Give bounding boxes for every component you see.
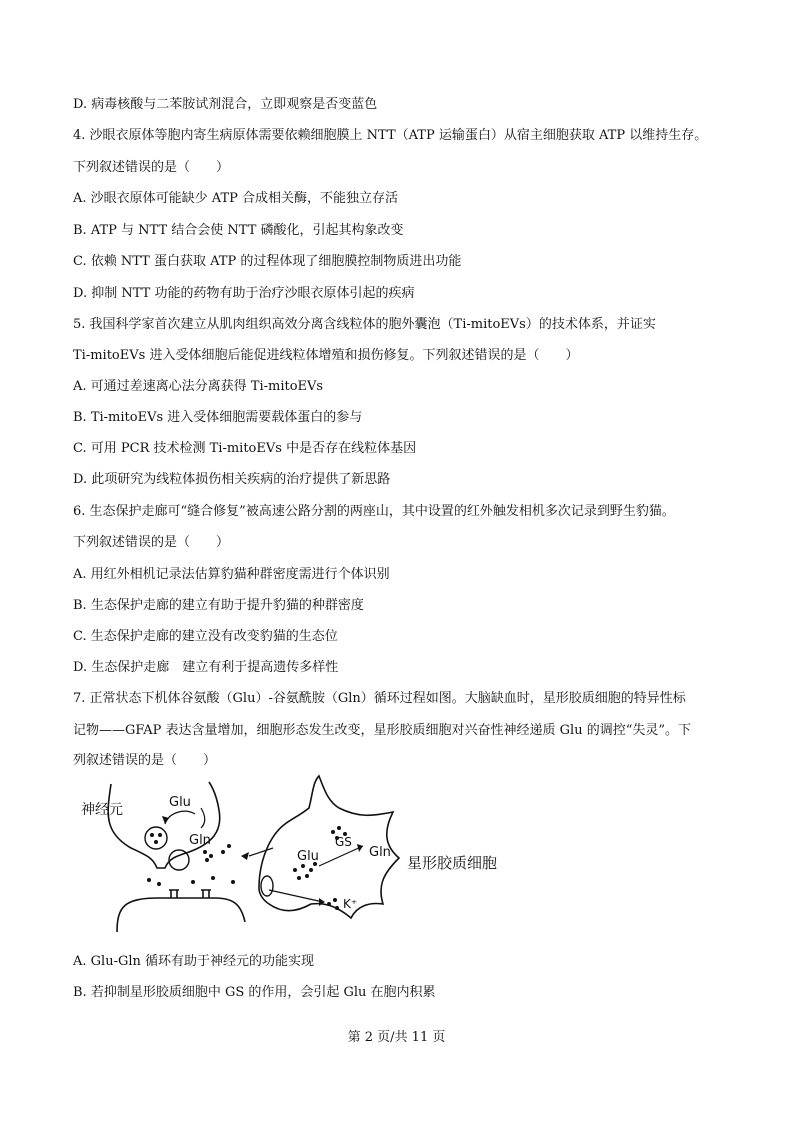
text-line: 列叙述错误的是（ ） — [73, 753, 217, 768]
arrow-icon — [165, 811, 195, 824]
fusing-vesicle-icon — [169, 850, 189, 870]
page-number: 第 2 页/共 11 页 — [347, 1030, 446, 1045]
text-line: 6. 生态保护走廊可“缝合修复”被高速公路分割的两座山，其中设置的红外触发相机多次记录到野生豹猫。 — [73, 504, 675, 519]
gs-arrow-icon — [319, 846, 363, 866]
receptor-icon — [201, 890, 211, 898]
transporter-icon — [261, 876, 273, 896]
text-line: 4. 沙眼衣原体等胞内寄生病原体需要依赖细胞膜上 NTT（ATP 运输蛋白）从宿主细胞获取 ATP 以维持生存。 — [73, 128, 708, 143]
text-line: 记物——GFAP 表达含量增加，细胞形态发生改变，星形胶质细胞对兴奋性神经递质 Glu 的调控“失灵”。下 — [73, 723, 692, 738]
gs-label: GS — [335, 835, 352, 849]
potassium-label: K⁺ — [343, 897, 358, 911]
text-line: C. 可用 PCR 技术检测 Ti-mitoEVs 中是否存在线粒体基因 — [73, 441, 417, 456]
glu-gln-cycle-diagram — [73, 772, 533, 932]
text-line: B. 若抑制星形胶质细胞中 GS 的作用，会引起 Glu 在胞内积累 — [73, 985, 436, 1000]
text-line: 5. 我国科学家首次建立从肌肉组织高效分离含线粒体的胞外囊泡（Ti-mitoEVs）的技术体系，并证实 — [73, 317, 656, 332]
text-line: Ti-mitoEVs 进入受体细胞后能促进线粒体增殖和损伤修复。下列叙述错误的是（ ） — [73, 348, 579, 363]
text-line: B. Ti-mitoEVs 进入受体细胞需要载体蛋白的参与 — [73, 410, 363, 425]
text-line: A. Glu-Gln 循环有助于神经元的功能实现 — [73, 954, 315, 969]
text-line: B. ATP 与 NTT 结合会使 NTT 磷酸化，引起其构象改变 — [73, 223, 404, 238]
text-line: B. 生态保护走廊的建立有助于提升豹猫的种群密度 — [73, 598, 364, 613]
text-line: A. 用红外相机记录法估算豹猫种群密度需进行个体识别 — [73, 567, 390, 582]
text-line: 7. 正常状态下机体谷氨酸（Glu）-谷氨酰胺（Gln）循环过程如图。大脑缺血时，星形胶质细胞的特异性标 — [73, 691, 686, 706]
text-line: 下列叙述错误的是（ ） — [73, 535, 230, 550]
gln-label: Gln — [189, 833, 211, 848]
receptor-icon — [169, 890, 179, 898]
text-line: C. 依赖 NTT 蛋白获取 ATP 的过程体现了细胞膜控制物质进出功能 — [73, 254, 462, 269]
neuron-label: 神经元 — [81, 802, 123, 818]
text-line: D. 生态保护走廊 建立有利于提高遗传多样性 — [73, 660, 339, 675]
text-line: A. 可通过差速离心法分离获得 Ti-mitoEVs — [73, 379, 324, 394]
text-line: D. 病毒核酸与二苯胺试剂混合，立即观察是否变蓝色 — [73, 97, 378, 112]
text-line: C. 生态保护走廊的建立没有改变豹猫的生态位 — [73, 629, 338, 644]
text-line: D. 此项研究为线粒体损伤相关疾病的治疗提供了新思路 — [73, 472, 391, 487]
text-line: A. 沙眼衣原体可能缺少 ATP 合成相关酶，不能独立存活 — [73, 191, 399, 206]
vesicle-icon — [145, 827, 167, 849]
text-line: 下列叙述错误的是（ ） — [73, 160, 230, 175]
astrocyte-label: 星形胶质细胞 — [407, 854, 498, 872]
gln-label: Gln — [369, 845, 391, 860]
text-line: D. 抑制 NTT 功能的药物有助于治疗沙眼衣原体引起的疾病 — [73, 286, 415, 301]
glu-label: Glu — [297, 849, 319, 864]
glu-label: Glu — [169, 795, 191, 810]
postsynaptic-membrane — [117, 898, 245, 932]
